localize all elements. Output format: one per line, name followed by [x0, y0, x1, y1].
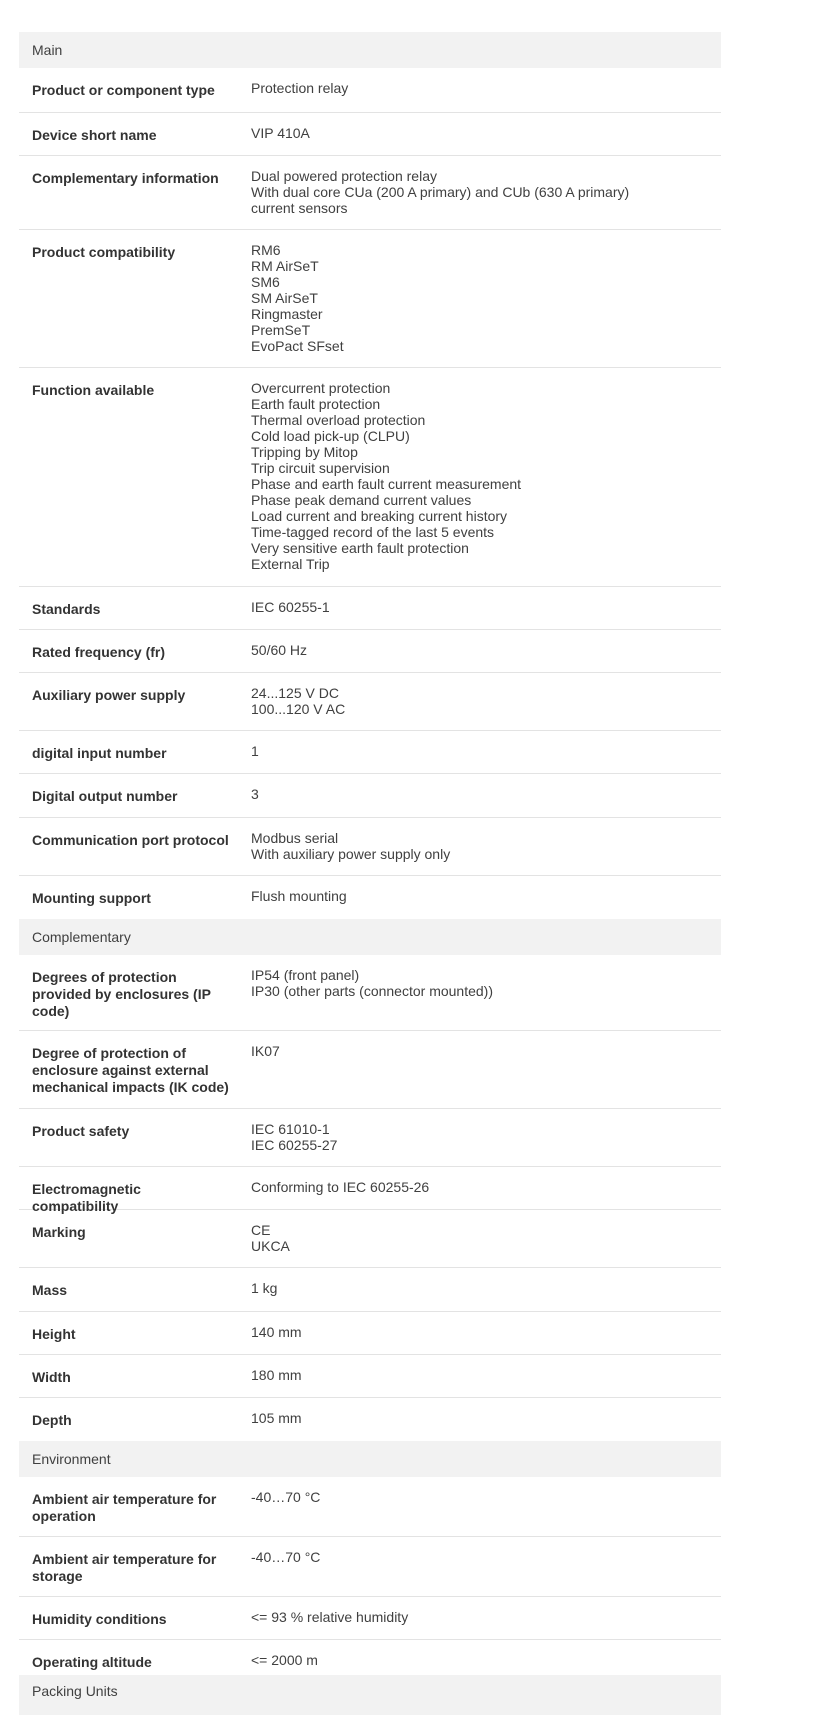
spec-value-line: current sensors [251, 200, 348, 216]
spec-row [19, 1312, 721, 1355]
spec-value-line: EvoPact SFset [251, 338, 344, 354]
spec-label: Degree of protection of enclosure against external mechanical impacts (IK code) [32, 1045, 229, 1095]
spec-value [240, 1280, 721, 1301]
spec-value [240, 786, 721, 807]
spec-value-line: Trip circuit supervision [251, 460, 390, 476]
spec-row [19, 774, 721, 818]
spec-value [240, 1222, 721, 1257]
spec-value [240, 125, 721, 145]
spec-label: Height [32, 1326, 76, 1342]
spec-row [19, 1031, 721, 1109]
spec-value-line: Modbus serial [251, 830, 339, 846]
spec-value-line: Protection relay [251, 80, 349, 96]
spec-value-line: <= 2000 m [251, 1652, 318, 1668]
spec-value [240, 1324, 721, 1344]
spec-row [19, 1477, 721, 1537]
spec-row [19, 1398, 721, 1441]
spec-value [240, 168, 721, 219]
spec-value-line: UKCA [251, 1238, 290, 1254]
spec-value-line: Overcurrent protection [251, 380, 391, 396]
spec-label: Standards [32, 601, 101, 617]
spec-value [240, 80, 721, 102]
spec-row [19, 1210, 721, 1268]
spec-label: Mass [32, 1282, 68, 1298]
spec-value-line: SM6 [251, 274, 280, 290]
spec-value [240, 1549, 721, 1586]
spec-value [240, 242, 721, 357]
spec-value-line: 24...125 V DC [251, 685, 339, 701]
spec-value-line: Phase peak demand current values [251, 492, 472, 508]
section-header-complementary: Complementary [19, 919, 721, 955]
spec-label: Device short name [32, 127, 157, 143]
spec-value [240, 685, 721, 720]
spec-value-line: <= 93 % relative humidity [251, 1609, 409, 1625]
spec-value [240, 830, 721, 865]
spec-label: Degrees of protection provided by enclosures (IP code) [32, 969, 211, 1019]
spec-label: Product or component type [32, 82, 215, 98]
spec-row [19, 731, 721, 774]
spec-value-line: IEC 60255-27 [251, 1137, 338, 1153]
spec-label: Communication port protocol [32, 832, 229, 848]
spec-value [240, 1121, 721, 1156]
spec-value-line: 180 mm [251, 1367, 302, 1383]
spec-label: Product compatibility [32, 244, 176, 260]
spec-row [19, 587, 721, 630]
spec-label: Complementary information [32, 170, 219, 186]
spec-value [240, 743, 721, 763]
spec-value-line: Earth fault protection [251, 396, 381, 412]
spec-label: Auxiliary power supply [32, 687, 186, 703]
spec-value-line: RM6 [251, 242, 281, 258]
section-header-environment: Environment [19, 1441, 721, 1477]
spec-value [240, 599, 721, 619]
spec-value-line: RM AirSeT [251, 258, 319, 274]
spec-value [240, 1179, 721, 1199]
spec-label: Digital output number [32, 788, 178, 804]
spec-row [19, 876, 721, 919]
spec-value-line: Cold load pick-up (CLPU) [251, 428, 410, 444]
spec-value-line: IP54 (front panel) [251, 967, 360, 983]
spec-value [240, 888, 721, 909]
spec-value-line: -40…70 °C [251, 1549, 321, 1565]
section-header-packing-units: Packing Units [19, 1675, 721, 1715]
spec-label: digital input number [32, 745, 167, 761]
spec-value-line: Flush mounting [251, 888, 347, 904]
spec-label: Mounting support [32, 890, 151, 906]
spec-label: Operating altitude [32, 1654, 152, 1670]
spec-value [240, 1489, 721, 1526]
spec-value-line: PremSeT [251, 322, 311, 338]
spec-value-line: -40…70 °C [251, 1489, 321, 1505]
spec-row [19, 1167, 721, 1214]
spec-value [240, 967, 721, 1020]
spec-value [240, 1652, 721, 1673]
spec-value-line: CE [251, 1222, 271, 1238]
spec-row [19, 818, 721, 876]
spec-row [19, 113, 721, 156]
spec-label: Depth [32, 1412, 72, 1428]
spec-label: Ambient air temperature for storage [32, 1551, 217, 1584]
spec-value-line: Thermal overload protection [251, 412, 426, 428]
spec-value-line: IEC 61010-1 [251, 1121, 330, 1137]
spec-value-line: IEC 60255-1 [251, 599, 330, 615]
spec-value-line: IK07 [251, 1043, 280, 1059]
spec-value [240, 642, 721, 662]
spec-row [19, 673, 721, 731]
spec-value-line: 1 [251, 743, 259, 759]
spec-value-line: External Trip [251, 556, 330, 572]
spec-value [240, 1367, 721, 1387]
spec-label: Electromagnetic compatibility [32, 1181, 141, 1214]
spec-row [19, 68, 721, 113]
spec-value-line: Time-tagged record of the last 5 events [251, 524, 495, 540]
spec-row [19, 368, 721, 587]
spec-value-line: Tripping by Mitop [251, 444, 358, 460]
spec-label: Function available [32, 382, 155, 398]
spec-value-line: 105 mm [251, 1410, 302, 1426]
spec-row [19, 630, 721, 673]
spec-row [19, 1355, 721, 1398]
spec-value-line: Very sensitive earth fault protection [251, 540, 469, 556]
spec-row [19, 230, 721, 368]
spec-value-line: With dual core CUa (200 A primary) and CUb (630 A primary) [251, 184, 630, 200]
spec-value-line: 1 kg [251, 1280, 278, 1296]
section-header-main: Main [19, 32, 721, 68]
spec-value-line: 100...120 V AC [251, 701, 346, 717]
spec-row [19, 1537, 721, 1597]
spec-label: Marking [32, 1224, 86, 1240]
spec-value-line: VIP 410A [251, 125, 310, 141]
spec-label: Product safety [32, 1123, 130, 1139]
spec-value-line: Conforming to IEC 60255-26 [251, 1179, 430, 1195]
spec-table [19, 32, 721, 1683]
spec-row [19, 1597, 721, 1640]
spec-row [19, 955, 721, 1031]
spec-value-line: 3 [251, 786, 259, 802]
spec-label: Width [32, 1369, 71, 1385]
spec-value [240, 380, 721, 576]
spec-row [19, 156, 721, 230]
spec-value-line: 50/60 Hz [251, 642, 308, 658]
spec-value [240, 1410, 721, 1431]
spec-label: Humidity conditions [32, 1611, 167, 1627]
spec-value-line: 140 mm [251, 1324, 302, 1340]
spec-value-line: IP30 (other parts (connector mounted)) [251, 983, 494, 999]
spec-value-line: Dual powered protection relay [251, 168, 437, 184]
spec-value-line: Ringmaster [251, 306, 323, 322]
spec-label: Ambient air temperature for operation [32, 1491, 217, 1524]
spec-row [19, 1109, 721, 1167]
spec-value-line: SM AirSeT [251, 290, 318, 306]
spec-value [240, 1043, 721, 1098]
spec-value-line: With auxiliary power supply only [251, 846, 451, 862]
spec-value [240, 1609, 721, 1629]
spec-value-line: Phase and earth fault current measurement [251, 476, 522, 492]
spec-value-line: Load current and breaking current history [251, 508, 508, 524]
spec-label: Rated frequency (fr) [32, 644, 166, 660]
spec-row [19, 1268, 721, 1312]
